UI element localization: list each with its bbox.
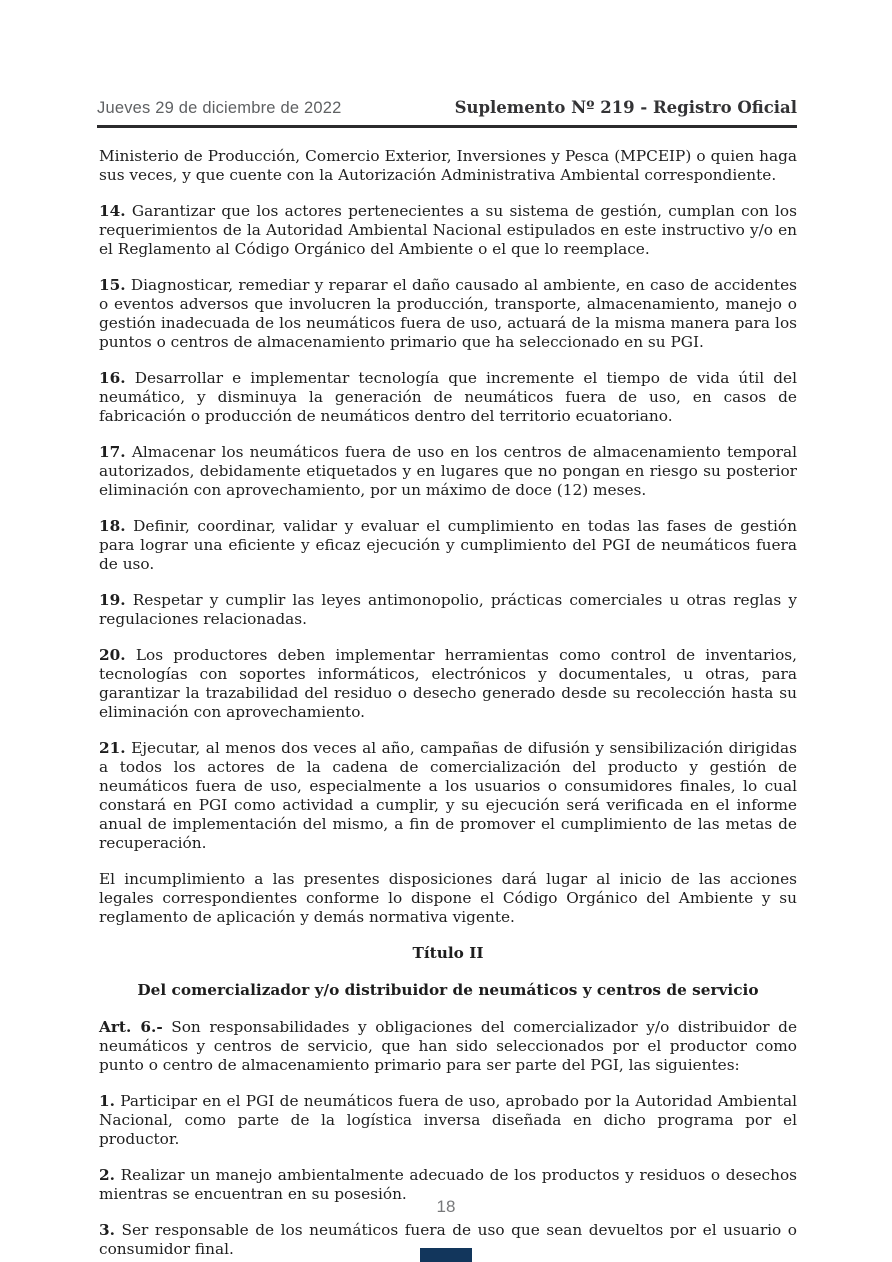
document-paragraph: 17. Almacenar los neumáticos fuera de uso en los centros de almacenamiento temporal autorizados, debidamente etiquetados y en lugares que no pongan en riesgo su posterior eliminación con aprovechamiento, por un máximo de doce (12) meses. <box>99 443 797 499</box>
footer-accent-bar <box>420 1248 472 1262</box>
paragraph-number: 3. <box>99 1221 115 1239</box>
header-edition: Suplemento Nº 219 - Registro Oficial <box>454 98 797 117</box>
paragraph-number: 20. <box>99 646 126 664</box>
document-paragraph: 18. Definir, coordinar, validar y evaluar el cumplimiento en todas las fases de gestión para lograr una eficiente y eficaz ejecución y cumplimiento del PGI de neumáticos fuera de uso. <box>99 517 797 573</box>
document-paragraph: 14. Garantizar que los actores pertenecientes a su sistema de gestión, cumplan con los requerimientos de la Autoridad Ambiental Nacional estipulados en este instructivo y/o en el Reglamento al Código Orgánico del Ambiente o el que lo reemplace. <box>99 202 797 258</box>
document-paragraph: 21. Ejecutar, al menos dos veces al año, campañas de difusión y sensibilización dirigidas a todos los actores de la cadena de comercialización del producto y gestión de neumáticos fuera de uso, especialmente a los usuarios o consumidores finales, lo cual constará en PGI como actividad a cumplir, y su ejecución será verificada en el informe anual de implementación del mismo, a fin de promover el cumplimiento de las metas de recuperación. <box>99 739 797 852</box>
paragraph-number: 15. <box>99 276 126 294</box>
paragraph-number: 1. <box>99 1092 115 1110</box>
document-paragraph: 16. Desarrollar e implementar tecnología que incremente el tiempo de vida útil del neumático, y disminuya la generación de neumáticos fuera de uso, en casos de fabricación o producción de neumáticos dentro del territorio ecuatoriano. <box>99 369 797 425</box>
paragraph-number: 21. <box>99 739 126 757</box>
page-number: 18 <box>436 1197 456 1216</box>
document-paragraph: 19. Respetar y cumplir las leyes antimonopolio, prácticas comerciales u otras reglas y regulaciones relacionadas. <box>99 591 797 628</box>
document-paragraph: El incumplimiento a las presentes disposiciones dará lugar al inicio de las acciones legales correspondientes conforme lo dispone el Código Orgánico del Ambiente y su reglamento de aplicación y demás normativa vigente. <box>99 870 797 926</box>
paragraph-number: 18. <box>99 517 126 535</box>
document-paragraph: 2. Realizar un manejo ambientalmente adecuado de los productos y residuos o desechos mientras se encuentran en su posesión. <box>99 1166 797 1203</box>
document-paragraph: 15. Diagnosticar, remediar y reparar el daño causado al ambiente, en caso de accidentes o eventos adversos que involucren la producción, transporte, almacenamiento, manejo o gestión inadecuada de los neumáticos fuera de uso, actuará de la misma manera para los puntos o centros de almacenamiento primario que ha seleccionado en su PGI. <box>99 276 797 351</box>
paragraph-number: 14. <box>99 202 126 220</box>
document-paragraph: Art. 6.- Son responsabilidades y obligaciones del comercializador y/o distribuidor de neumáticos y centros de servicio, que han sido seleccionados por el productor como punto o centro de almacenamiento primario para ser parte del PGI, las siguientes: <box>99 1018 797 1074</box>
section-title: Título II <box>412 944 484 962</box>
paragraph-number: 17. <box>99 443 126 461</box>
page-header <box>97 98 797 128</box>
document-paragraph: 3. Ser responsable de los neumáticos fuera de uso que sean devueltos por el usuario o consumidor final. <box>99 1221 797 1258</box>
header-date: Jueves 29 de diciembre de 2022 <box>97 99 342 117</box>
document-body <box>99 147 797 1262</box>
chapter-subtitle: Del comercializador y/o distribuidor de neumáticos y centros de servicio <box>137 981 759 999</box>
paragraph-number: 19. <box>99 591 126 609</box>
document-paragraph: 20. Los productores deben implementar herramientas como control de inventarios, tecnologías con soportes informáticos, electrónicos y documentales, u otras, para garantizar la trazabilidad del residuo o desecho generado desde su recolección hasta su eliminación con aprovechamiento. <box>99 646 797 721</box>
paragraph-number: Art. 6.- <box>99 1018 163 1036</box>
document-paragraph: 1. Participar en el PGI de neumáticos fuera de uso, aprobado por la Autoridad Ambiental Nacional, como parte de la logística inversa diseñada en dicho programa por el productor. <box>99 1092 797 1148</box>
paragraph-number: 2. <box>99 1166 115 1184</box>
document-paragraph: Ministerio de Producción, Comercio Exterior, Inversiones y Pesca (MPCEIP) o quien haga sus veces, y que cuente con la Autorización Administrativa Ambiental correspondiente. <box>99 147 797 184</box>
paragraph-number: 16. <box>99 369 126 387</box>
